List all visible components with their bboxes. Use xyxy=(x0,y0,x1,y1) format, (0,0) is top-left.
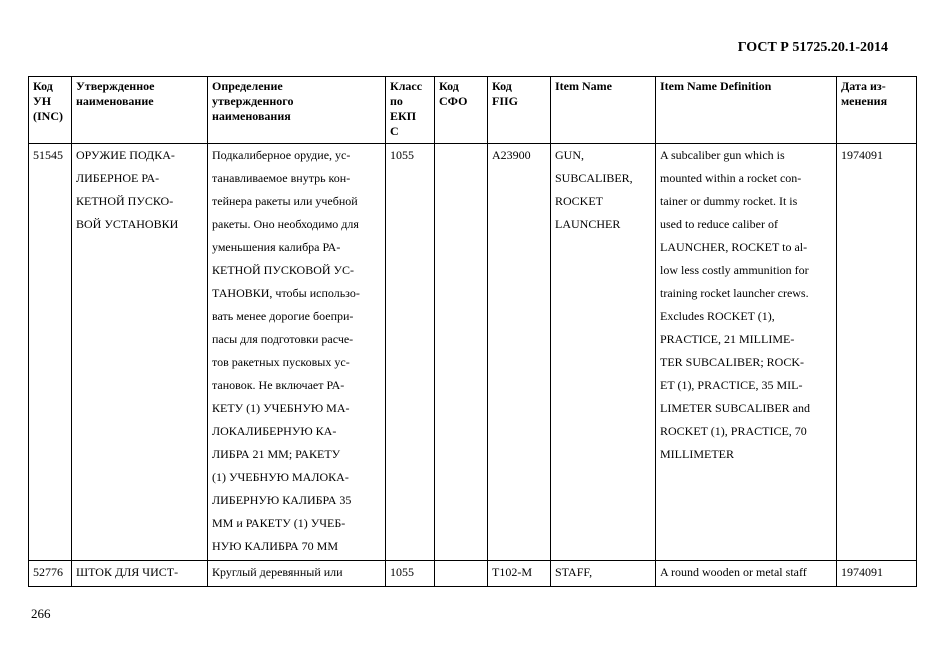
text-line: НУЮ КАЛИБРА 70 ММ xyxy=(212,539,339,553)
text-line: ТАНОВКИ, чтобы использо- xyxy=(212,286,360,300)
text-line: TER SUBCALIBER; ROCK- xyxy=(660,355,805,369)
cell-change-date: 1974091 xyxy=(837,561,917,587)
text-line: Excludes ROCKET (1), xyxy=(660,309,775,323)
table-row xyxy=(29,144,917,561)
text-line: (INC) xyxy=(33,109,63,123)
text-line: (1) УЧЕБНУЮ МАЛОКА- xyxy=(212,470,349,484)
text-line: КЕТУ (1) УЧЕБНУЮ МА- xyxy=(212,401,350,415)
col-item-name xyxy=(551,77,656,144)
page-number: 266 xyxy=(31,606,51,621)
text-line: SUBCALIBER, xyxy=(555,171,633,185)
text-line: наименования xyxy=(212,109,291,123)
cell-item-name xyxy=(551,561,656,587)
cell-approved-name xyxy=(72,144,208,561)
cell-change-date: 1974091 xyxy=(837,144,917,561)
text-line: ЛИБРА 21 ММ; РАКЕТУ xyxy=(212,447,341,461)
text-line: ROCKET (1), PRACTICE, 70 xyxy=(660,424,807,438)
text-line: утвержденного xyxy=(212,94,294,108)
cell-approved-name xyxy=(72,561,208,587)
text-line: УН xyxy=(33,94,52,108)
cell-definition xyxy=(208,144,386,561)
text-line: СФО xyxy=(439,94,468,108)
cell-item-definition xyxy=(656,144,837,561)
text-line: ВОЙ УСТАНОВКИ xyxy=(76,217,179,231)
col-class xyxy=(386,77,435,144)
text-line: ракеты. Оно необходимо для xyxy=(212,217,359,231)
text-line: LAUNCHER, ROCKET to al- xyxy=(660,240,808,254)
text-line: ROCKET xyxy=(555,194,603,208)
text-line: наименование xyxy=(76,94,154,108)
table-row xyxy=(29,561,917,587)
text-line: КЕТНОЙ ПУСКОВОЙ УС- xyxy=(212,263,355,277)
text-line: уменьшения калибра РА- xyxy=(212,240,341,254)
document-code: ГОСТ Р 51725.20.1-2014 xyxy=(737,40,888,55)
cell-item-definition xyxy=(656,561,837,587)
cell-sfo xyxy=(435,561,488,587)
text-line: Код xyxy=(439,79,459,93)
text-line: Класс xyxy=(390,79,423,93)
text-line: Круглый деревянный или xyxy=(212,565,343,579)
text-line: ЕКП xyxy=(390,109,417,123)
text-line: Код xyxy=(33,79,53,93)
text-line: КЕТНОЙ ПУСКО- xyxy=(76,194,174,208)
cell-inc: 52776 xyxy=(29,561,72,587)
text-line: ОРУЖИЕ ПОДКА- xyxy=(76,148,175,162)
header-row xyxy=(29,77,917,144)
text-line: GUN, xyxy=(555,148,584,162)
text-line: LIMETER SUBCALIBER and xyxy=(660,401,810,415)
text-line: Подкалиберное орудие, ус- xyxy=(212,148,351,162)
cell-fiig: A23900 xyxy=(488,144,551,561)
cell-class: 1055 xyxy=(386,144,435,561)
cell-item-name xyxy=(551,144,656,561)
text-line: танавливаемое внутрь кон- xyxy=(212,171,351,185)
text-line: STAFF, xyxy=(555,565,593,579)
text-line: training rocket launcher crews. xyxy=(660,286,809,300)
text-line: С xyxy=(390,124,399,138)
text-line: Определение xyxy=(212,79,283,93)
text-line: A round wooden or metal staff xyxy=(660,565,807,579)
col-change-date xyxy=(837,77,917,144)
text-line: MILLIMETER xyxy=(660,447,734,461)
col-fiig xyxy=(488,77,551,144)
col-item-name-definition xyxy=(656,77,837,144)
nomenclature-table xyxy=(28,76,917,587)
text-line: тановок. Не включает РА- xyxy=(212,378,345,392)
text-line: low less costly ammunition for xyxy=(660,263,809,277)
text-line: used to reduce caliber of xyxy=(660,217,778,231)
text-line: Item Name xyxy=(555,79,612,93)
col-inc xyxy=(29,77,72,144)
col-sfo xyxy=(435,77,488,144)
text-line: пасы для подготовки расче- xyxy=(212,332,354,346)
cell-sfo xyxy=(435,144,488,561)
text-line: тейнера ракеты или учебной xyxy=(212,194,358,208)
text-line: LAUNCHER xyxy=(555,217,621,231)
text-line: ЛОКАЛИБЕРНУЮ КА- xyxy=(212,424,337,438)
text-line: mounted within a rocket con- xyxy=(660,171,802,185)
cell-inc: 51545 xyxy=(29,144,72,561)
text-line: вать менее дорогие боепри- xyxy=(212,309,354,323)
text-line: Дата из- xyxy=(841,79,886,93)
cell-class: 1055 xyxy=(386,561,435,587)
text-line: ШТОК ДЛЯ ЧИСТ- xyxy=(76,565,179,579)
col-approved-name xyxy=(72,77,208,144)
text-line: ММ и РАКЕТУ (1) УЧЕБ- xyxy=(212,516,346,530)
text-line: ЛИБЕРНОЕ РА- xyxy=(76,171,160,185)
text-line: ЛИБЕРНУЮ КАЛИБРА 35 xyxy=(212,493,352,507)
text-line: Утвержденное xyxy=(76,79,155,93)
cell-fiig: T102-M xyxy=(488,561,551,587)
col-name-definition xyxy=(208,77,386,144)
text-line: Item Name Definition xyxy=(660,79,772,93)
text-line: A subcaliber gun which is xyxy=(660,148,785,162)
text-line: по xyxy=(390,94,403,108)
text-line: tainer or dummy rocket. It is xyxy=(660,194,798,208)
cell-definition xyxy=(208,561,386,587)
text-line: PRACTICE, 21 MILLIME- xyxy=(660,332,795,346)
text-line: тов ракетных пусковых ус- xyxy=(212,355,350,369)
text-line: Код xyxy=(492,79,512,93)
text-line: FIIG xyxy=(492,94,519,108)
text-line: менения xyxy=(841,94,888,108)
text-line: ET (1), PRACTICE, 35 MIL- xyxy=(660,378,803,392)
